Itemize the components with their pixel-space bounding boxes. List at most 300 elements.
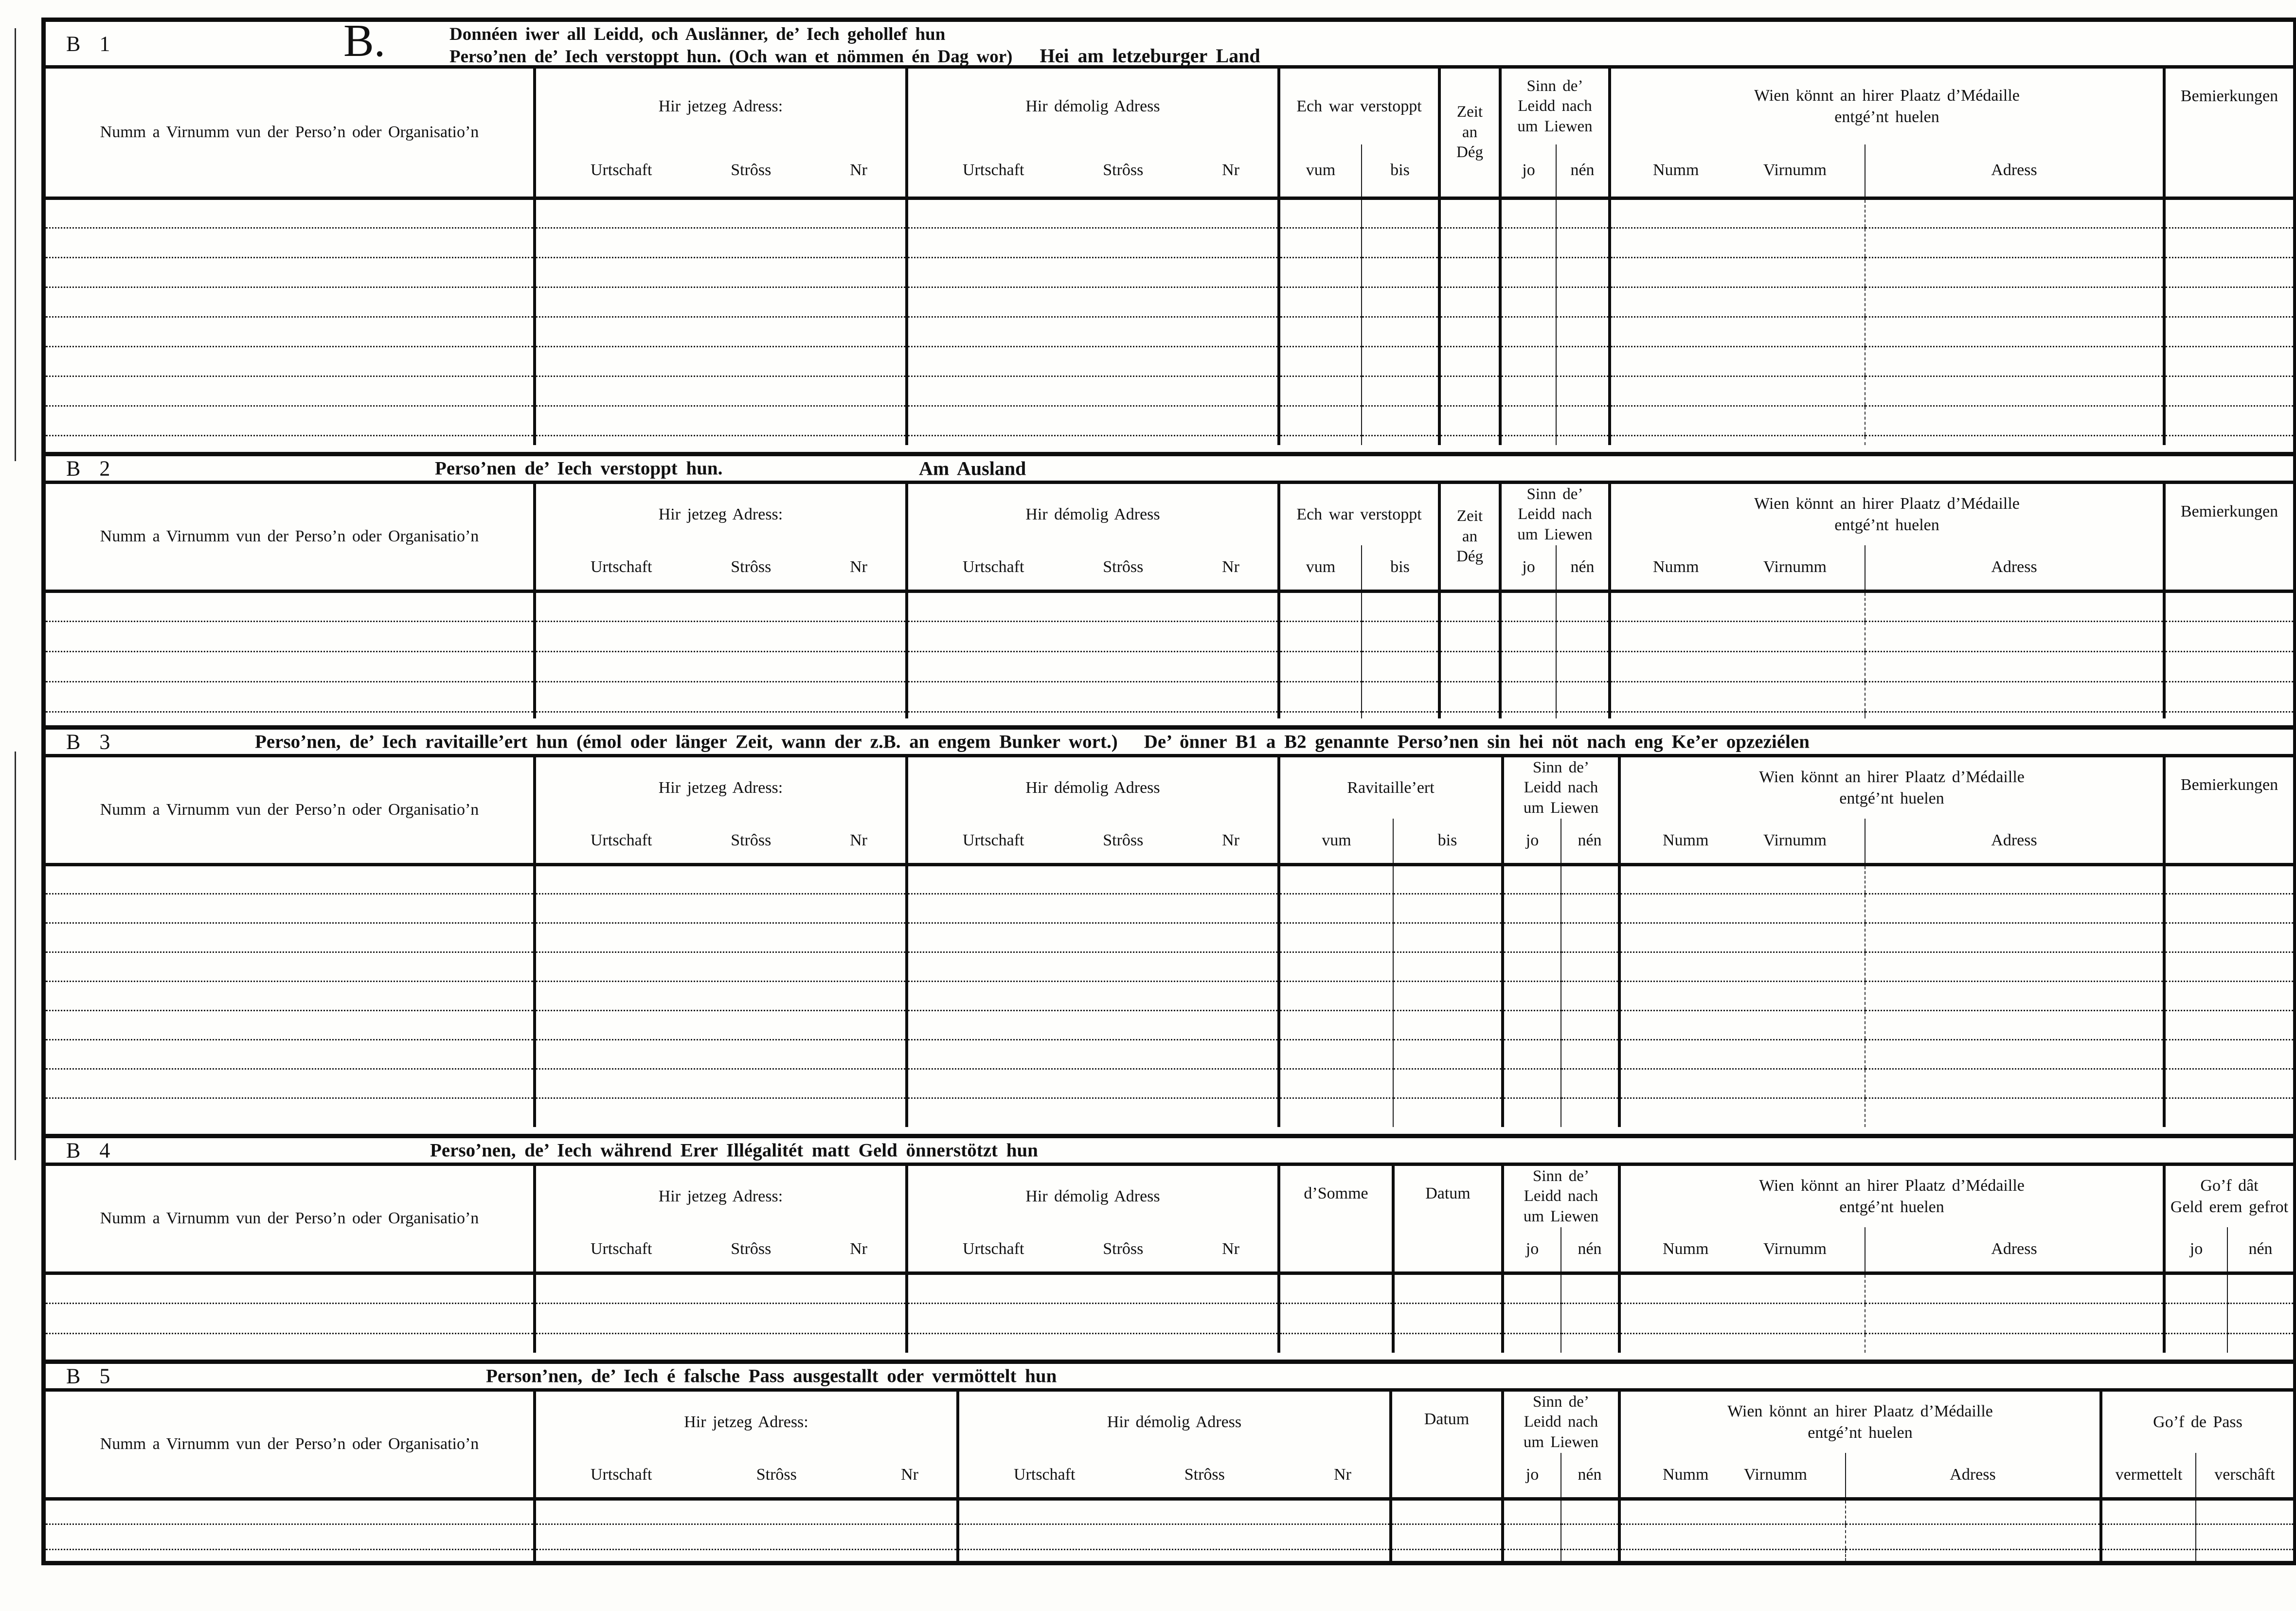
label-virnumm: Virnumm — [1763, 161, 1827, 179]
alive-line3: um Liewen — [1517, 525, 1593, 543]
col-header-money-back — [2164, 1166, 2293, 1227]
blank-cell — [2164, 1010, 2293, 1039]
blank-cell — [1610, 591, 1865, 621]
blank-cell — [1556, 435, 1610, 445]
blank-cell — [1865, 591, 2164, 621]
blank-row — [46, 1524, 2293, 1549]
blank-cell — [1393, 1010, 1503, 1039]
subheader-former-address — [907, 819, 1279, 864]
label-urtschaft: Urtschaft — [963, 161, 1024, 179]
subheader-medal-names — [1610, 545, 1865, 591]
blank-cell — [2164, 981, 2293, 1010]
blank-cell — [1393, 1333, 1503, 1353]
blank-cell — [535, 952, 907, 981]
blank-cell — [1865, 651, 2164, 681]
blank-cell — [1556, 317, 1610, 346]
blank-cell — [535, 591, 907, 621]
blank-cell — [1439, 406, 1500, 435]
section-b2-body — [46, 591, 2293, 718]
blank-cell — [1503, 952, 1561, 981]
blank-cell — [958, 1499, 1391, 1524]
blank-cell — [2164, 406, 2293, 435]
col-header-current-address: Hir jetzeg Adress: — [535, 1392, 958, 1453]
blank-cell — [907, 228, 1279, 257]
label-urtschaft: Urtschaft — [591, 831, 652, 850]
blank-cell — [46, 1549, 535, 1561]
blank-cell — [46, 923, 535, 952]
blank-cell — [1556, 712, 1610, 718]
blank-cell — [1279, 981, 1393, 1010]
label-adress: Adress — [1865, 1227, 2164, 1273]
col-header-remarks: Bemierkungen — [2164, 757, 2293, 864]
blank-cell — [535, 435, 907, 445]
blank-cell — [1610, 198, 1865, 228]
blank-cell — [1619, 952, 1865, 981]
blank-cell — [1279, 1010, 1393, 1039]
filler-row — [46, 1098, 2293, 1127]
alive-line3: um Liewen — [1523, 1433, 1599, 1451]
blank-cell — [2101, 1524, 2196, 1549]
blank-row — [46, 1010, 2293, 1039]
blank-cell — [46, 981, 535, 1010]
blank-cell — [1556, 228, 1610, 257]
section-b2-title-suffix: Am Ausland — [919, 457, 1026, 480]
section-b4-body — [46, 1273, 2293, 1353]
blank-cell — [1619, 1333, 1865, 1353]
label-urtschaft: Urtschaft — [963, 1240, 1024, 1258]
section-b1-id: B 1 — [66, 32, 117, 55]
blank-cell — [1503, 981, 1561, 1010]
label-stross: Strôss — [1184, 1466, 1225, 1484]
blank-row — [46, 198, 2293, 228]
blank-cell — [907, 952, 1279, 981]
label-vermettelt: vermettelt — [2101, 1453, 2196, 1499]
blank-cell — [1393, 1303, 1503, 1333]
label-stross: Strôss — [731, 831, 771, 850]
blank-cell — [1279, 1069, 1393, 1098]
label-jo: jo — [1500, 545, 1556, 591]
medal-line1: Wien könnt an hirer Plaatz d’Médaille — [1759, 768, 2025, 786]
section-b5-title-bar — [46, 1360, 2293, 1392]
blank-cell — [1279, 1273, 1393, 1303]
blank-cell — [1503, 1039, 1561, 1069]
blank-row — [46, 376, 2293, 406]
blank-cell — [1503, 1333, 1561, 1353]
filler-row — [46, 435, 2293, 445]
blank-cell — [907, 257, 1279, 287]
section-b4-id: B 4 — [66, 1138, 117, 1163]
blank-cell — [907, 346, 1279, 376]
blank-row — [46, 981, 2293, 1010]
blank-row — [46, 228, 2293, 257]
blank-cell — [1865, 1010, 2164, 1039]
blank-cell — [1619, 1098, 1865, 1127]
col-header-former-address: Hir démolig Adress — [907, 69, 1279, 144]
blank-row — [46, 952, 2293, 981]
label-virnumm: Virnumm — [1763, 831, 1827, 850]
blank-cell — [907, 1069, 1279, 1098]
col-header-name: Numm a Virnumm vun der Perso’n oder Organisatio’n — [100, 1435, 479, 1453]
duration-line3: Dég — [1456, 547, 1483, 565]
blank-cell — [46, 894, 535, 923]
blank-cell — [1503, 864, 1561, 894]
col-header-medal — [1619, 1166, 2164, 1227]
label-jo: jo — [1503, 1227, 1561, 1273]
col-header-current-address: Hir jetzeg Adress: — [535, 1166, 907, 1227]
blank-cell — [1619, 1524, 1846, 1549]
blank-cell — [46, 864, 535, 894]
blank-cell — [1362, 376, 1439, 406]
blank-cell — [535, 376, 907, 406]
blank-cell — [1846, 1524, 2101, 1549]
blank-cell — [2164, 923, 2293, 952]
label-urtschaft: Urtschaft — [963, 558, 1024, 576]
blank-cell — [1439, 712, 1500, 718]
col-header-current-address: Hir jetzeg Adress: — [535, 484, 907, 545]
blank-row — [46, 257, 2293, 287]
label-urtschaft: Urtschaft — [963, 831, 1024, 850]
blank-cell — [1503, 894, 1561, 923]
label-nr: Nr — [901, 1466, 918, 1484]
section-b4-title: Perso’nen, de’ Iech während Erer Illégalitét matt Geld önnerstötzt hun — [430, 1140, 1038, 1161]
blank-cell — [1362, 198, 1439, 228]
blank-cell — [1391, 1499, 1503, 1524]
blank-cell — [46, 376, 535, 406]
section-b3-table — [46, 757, 2293, 1127]
label-jo: jo — [1503, 1453, 1561, 1499]
label-numm: Numm — [1663, 1466, 1709, 1484]
blank-cell — [1362, 406, 1439, 435]
blank-cell — [1561, 1010, 1619, 1039]
col-header-alive — [1500, 69, 1610, 144]
blank-row — [46, 287, 2293, 317]
blank-cell — [46, 257, 535, 287]
col-header-alive — [1503, 1166, 1619, 1227]
blank-cell — [1503, 1098, 1561, 1127]
blank-cell — [46, 1010, 535, 1039]
blank-cell — [2164, 591, 2293, 621]
section-b3-title — [255, 731, 1810, 753]
blank-cell — [1500, 198, 1556, 228]
blank-cell — [46, 651, 535, 681]
blank-cell — [1362, 712, 1439, 718]
blank-cell — [46, 1333, 535, 1353]
label-urtschaft: Urtschaft — [591, 161, 652, 179]
label-vum: vum — [1279, 144, 1362, 198]
blank-cell — [535, 681, 907, 712]
section-b3-id: B 3 — [66, 730, 117, 754]
section-b2-title-bar — [46, 452, 2293, 484]
blank-cell — [1279, 923, 1393, 952]
blank-cell — [1393, 1273, 1503, 1303]
col-header-name: Numm a Virnumm vun der Perso’n oder Organisatio’n — [100, 1209, 479, 1228]
blank-cell — [535, 346, 907, 376]
blank-cell — [1362, 435, 1439, 445]
subheader-medal-names — [1619, 1227, 1865, 1273]
money-back-line1: Go’f dât — [2200, 1176, 2259, 1195]
label-stross: Strôss — [1103, 558, 1144, 576]
label-nr: Nr — [1334, 1466, 1351, 1484]
blank-cell — [1439, 621, 1500, 651]
blank-cell — [1362, 228, 1439, 257]
label-vum: vum — [1279, 819, 1393, 864]
blank-cell — [1561, 1333, 1619, 1353]
label-stross: Strôss — [1103, 1240, 1144, 1258]
blank-cell — [535, 198, 907, 228]
blank-cell — [1610, 406, 1865, 435]
blank-cell — [1279, 864, 1393, 894]
blank-cell — [1619, 864, 1865, 894]
blank-cell — [2164, 651, 2293, 681]
filler-row — [46, 1549, 2293, 1561]
col-header-medal — [1610, 69, 2164, 144]
blank-cell — [1279, 621, 1362, 651]
blank-cell — [1865, 952, 2164, 981]
subheader-former-address — [907, 545, 1279, 591]
label-bis: bis — [1362, 545, 1439, 591]
blank-cell — [1439, 228, 1500, 257]
label-adress: Adress — [1865, 545, 2164, 591]
blank-cell — [1439, 651, 1500, 681]
blank-row — [46, 591, 2293, 621]
blank-row — [46, 346, 2293, 376]
alive-line2: Leidd nach — [1524, 1413, 1598, 1431]
blank-cell — [535, 864, 907, 894]
blank-cell — [1500, 287, 1556, 317]
label-adress: Adress — [1846, 1453, 2101, 1499]
alive-line1: Sinn de’ — [1533, 759, 1589, 777]
blank-cell — [1279, 952, 1393, 981]
label-virnumm: Virnumm — [1763, 1240, 1827, 1258]
blank-cell — [1561, 1549, 1619, 1561]
blank-row — [46, 1039, 2293, 1069]
blank-cell — [46, 346, 535, 376]
blank-row — [46, 621, 2293, 651]
blank-cell — [46, 681, 535, 712]
blank-cell — [2164, 228, 2293, 257]
blank-cell — [1561, 1273, 1619, 1303]
blank-cell — [2164, 712, 2293, 718]
subheader-medal-names — [1619, 819, 1865, 864]
blank-cell — [1561, 1524, 1619, 1549]
blank-cell — [1279, 346, 1362, 376]
blank-cell — [535, 1333, 907, 1353]
col-header-pass: Go’f de Pass — [2101, 1392, 2293, 1453]
blank-cell — [907, 923, 1279, 952]
blank-row — [46, 651, 2293, 681]
blank-cell — [1619, 1273, 1865, 1303]
label-nr: Nr — [1222, 831, 1239, 850]
blank-cell — [907, 591, 1279, 621]
label-nr: Nr — [850, 831, 867, 850]
blank-cell — [2164, 1273, 2227, 1303]
alive-line1: Sinn de’ — [1526, 77, 1583, 95]
blank-cell — [1619, 1499, 1846, 1524]
blank-cell — [1279, 198, 1362, 228]
blank-cell — [1610, 712, 1865, 718]
blank-cell — [1439, 376, 1500, 406]
blank-cell — [46, 1303, 535, 1333]
section-b5-body — [46, 1499, 2293, 1561]
blank-cell — [1279, 651, 1362, 681]
blank-cell — [1865, 981, 2164, 1010]
blank-cell — [1279, 1039, 1393, 1069]
blank-cell — [1619, 923, 1865, 952]
blank-cell — [1865, 257, 2164, 287]
blank-cell — [1393, 1069, 1503, 1098]
blank-cell — [2227, 1333, 2293, 1353]
blank-cell — [958, 1524, 1391, 1549]
blank-cell — [1865, 621, 2164, 651]
blank-cell — [907, 198, 1279, 228]
blank-cell — [2164, 1039, 2293, 1069]
blank-cell — [1561, 1499, 1619, 1524]
blank-cell — [46, 952, 535, 981]
blank-cell — [907, 681, 1279, 712]
blank-cell — [1439, 257, 1500, 287]
blank-cell — [1279, 591, 1362, 621]
blank-cell — [1561, 894, 1619, 923]
blank-cell — [2164, 1333, 2227, 1353]
blank-cell — [2196, 1499, 2293, 1524]
blank-cell — [1439, 287, 1500, 317]
section-b5-table — [46, 1392, 2293, 1561]
blank-cell — [1439, 591, 1500, 621]
form-letter: B. — [343, 16, 386, 66]
section-b1-title-line2 — [449, 45, 1260, 68]
blank-cell — [907, 651, 1279, 681]
blank-cell — [1619, 1303, 1865, 1333]
blank-cell — [2196, 1524, 2293, 1549]
blank-cell — [1362, 317, 1439, 346]
medal-line1: Wien könnt an hirer Plaatz d’Médaille — [1754, 86, 2020, 105]
blank-cell — [1561, 1069, 1619, 1098]
col-header-alive — [1503, 1392, 1619, 1453]
blank-cell — [535, 923, 907, 952]
blank-cell — [1279, 712, 1362, 718]
blank-cell — [1865, 1273, 2164, 1303]
blank-cell — [2227, 1303, 2293, 1333]
blank-cell — [2164, 287, 2293, 317]
blank-cell — [1561, 952, 1619, 981]
blank-cell — [907, 317, 1279, 346]
blank-cell — [1393, 1098, 1503, 1127]
blank-cell — [1610, 346, 1865, 376]
label-nen: nén — [2227, 1227, 2293, 1273]
blank-cell — [535, 257, 907, 287]
blank-cell — [1500, 406, 1556, 435]
subheader-current-address — [535, 545, 907, 591]
section-b3-title-part2: De’ önner B1 a B2 genannte Perso’nen sin hei nöt nach eng Ke’er opzeziélen — [1144, 731, 1810, 752]
subheader-former-address — [907, 1227, 1279, 1273]
blank-cell — [2164, 1069, 2293, 1098]
blank-cell — [535, 1549, 958, 1561]
blank-cell — [535, 287, 907, 317]
blank-cell — [1279, 257, 1362, 287]
blank-cell — [46, 435, 535, 445]
label-numm: Numm — [1653, 558, 1699, 576]
blank-cell — [907, 376, 1279, 406]
medal-line1: Wien könnt an hirer Plaatz d’Médaille — [1754, 494, 2020, 513]
blank-cell — [907, 287, 1279, 317]
blank-cell — [2164, 198, 2293, 228]
blank-cell — [1610, 435, 1865, 445]
label-jo: jo — [1503, 819, 1561, 864]
blank-cell — [1439, 435, 1500, 445]
blank-cell — [1865, 681, 2164, 712]
blank-cell — [1865, 1303, 2164, 1333]
blank-cell — [1865, 1069, 2164, 1098]
label-bis: bis — [1393, 819, 1503, 864]
col-header-name: Numm a Virnumm vun der Perso’n oder Organisatio’n — [100, 527, 479, 546]
blank-cell — [1279, 376, 1362, 406]
blank-row — [46, 1069, 2293, 1098]
blank-cell — [958, 1549, 1391, 1561]
blank-cell — [1362, 257, 1439, 287]
blank-cell — [1279, 1303, 1393, 1333]
blank-cell — [907, 1273, 1279, 1303]
label-urtschaft: Urtschaft — [591, 1466, 652, 1484]
blank-cell — [1556, 591, 1610, 621]
blank-cell — [907, 712, 1279, 718]
label-stross: Strôss — [731, 558, 771, 576]
blank-cell — [1503, 1549, 1561, 1561]
blank-cell — [2101, 1549, 2196, 1561]
blank-cell — [2164, 1098, 2293, 1127]
blank-cell — [1503, 1069, 1561, 1098]
blank-cell — [1556, 257, 1610, 287]
label-virnumm: Virnumm — [1763, 558, 1827, 576]
blank-row — [46, 923, 2293, 952]
blank-row — [46, 894, 2293, 923]
medal-line2: entgé’nt huelen — [1839, 789, 1944, 807]
label-nen: nén — [1556, 545, 1610, 591]
blank-cell — [1439, 346, 1500, 376]
blank-cell — [907, 406, 1279, 435]
blank-cell — [1865, 435, 2164, 445]
blank-cell — [1556, 651, 1610, 681]
blank-cell — [1439, 317, 1500, 346]
label-numm: Numm — [1653, 161, 1699, 179]
blank-cell — [1279, 681, 1362, 712]
duration-line2: an — [1462, 527, 1478, 545]
label-numm: Numm — [1663, 1240, 1709, 1258]
section-b2-id: B 2 — [66, 456, 117, 481]
label-nen: nén — [1556, 144, 1610, 198]
blank-cell — [1556, 621, 1610, 651]
blank-cell — [2164, 257, 2293, 287]
section-b2-title: Perso’nen de’ Iech verstoppt hun. — [435, 458, 723, 479]
blank-cell — [535, 406, 907, 435]
blank-cell — [1439, 681, 1500, 712]
blank-cell — [1619, 894, 1865, 923]
section-b1-title-suffix: Hei am letzeburger Land — [1040, 45, 1260, 67]
blank-cell — [1500, 621, 1556, 651]
col-header-former-address: Hir démolig Adress — [907, 1166, 1279, 1227]
blank-cell — [1279, 1333, 1393, 1353]
subheader-former-address — [907, 144, 1279, 198]
blank-cell — [907, 1303, 1279, 1333]
col-header-alive — [1500, 484, 1610, 545]
blank-cell — [1500, 228, 1556, 257]
section-b3-title-bar — [46, 725, 2293, 757]
blank-cell — [1865, 864, 2164, 894]
label-urtschaft: Urtschaft — [591, 1240, 652, 1258]
col-header-former-address: Hir démolig Adress — [907, 757, 1279, 819]
medal-line2: entgé’nt huelen — [1834, 516, 1939, 534]
blank-cell — [1865, 712, 2164, 718]
blank-cell — [1279, 406, 1362, 435]
